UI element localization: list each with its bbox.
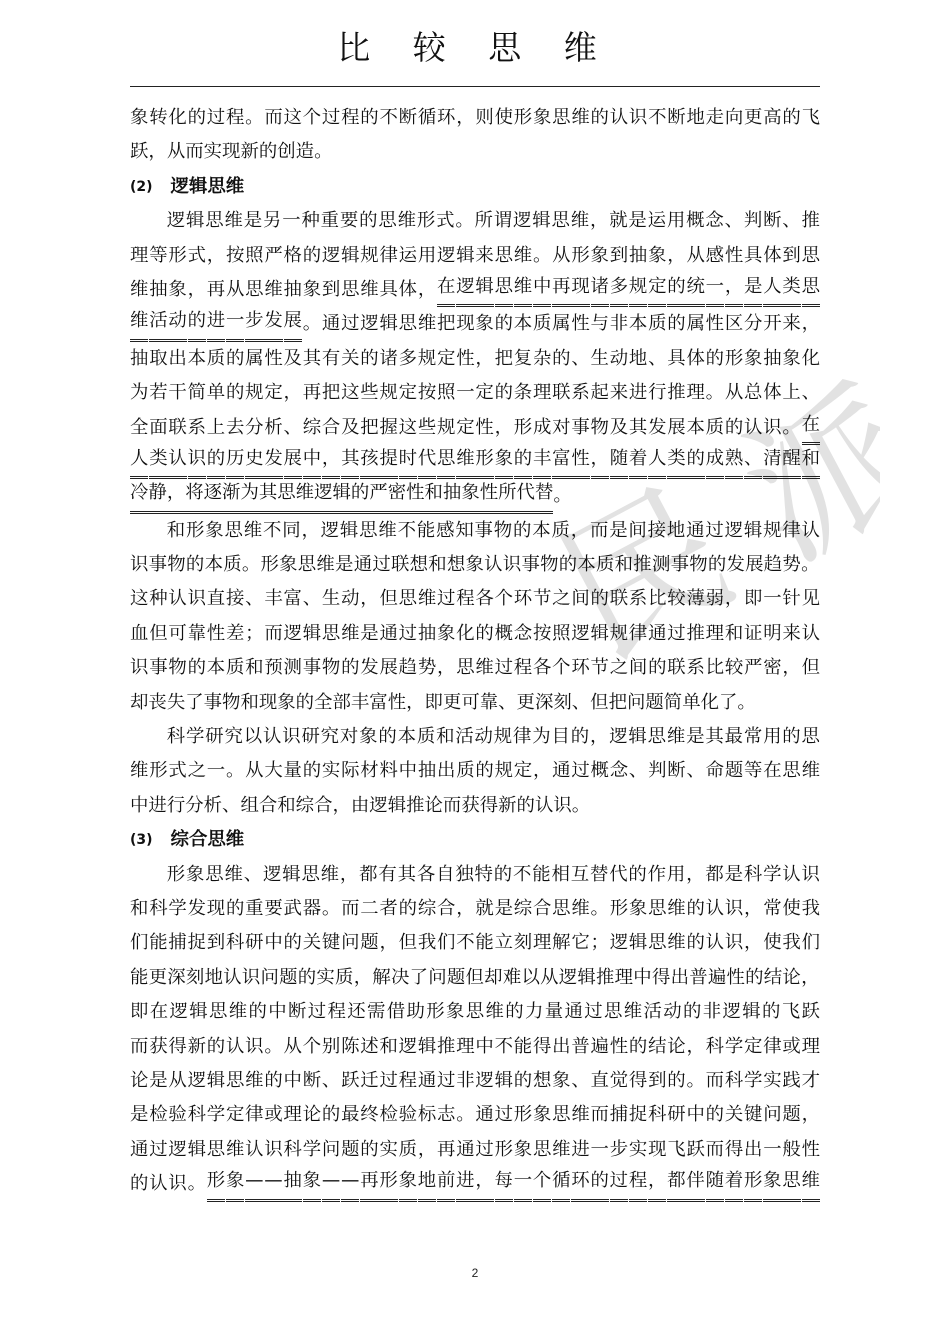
- text-line: 跃 ， 从 而 实 现 新 的 创 造 。: [130, 141, 333, 163]
- text-line: 们 能 捕 捉 到 科 研 中 的 关 键 问 题 ， 但 我 们 不 能 立 刻 理 解 它 ； 逻 辑 思 维 的 认 识 ， 使 我 们: [130, 932, 820, 954]
- text-line: 象 转 化 的 过 程 。 而 这 个 过 程 的 不 断 循 环 ， 则 使 形 象 思 维 的 认 识 不 断 地 走 向 更 高 的 飞: [130, 107, 820, 128]
- page-title: 比 较 思 维: [337, 28, 613, 67]
- text-line: 这 种 认 识 直 接 、 丰 富 、 生 动 ， 但 思 维 过 程 各 个 环 节 之 间 的 联 系 比 较 薄 弱 ， 即 一 针 见: [130, 588, 820, 610]
- text-line: 识 事 物 的 本 质 。 形 象 思 维 是 通 过 联 想 和 想 象 认 识 事 物 的 本 质 和 推 测 事 物 的 发 展 趋 势 。: [130, 554, 820, 576]
- text-line: 人 类 认 识 的 历 史 发 展 中 ， 其 孩 提 时 代 思 维 形 象 的 丰 富 性 ， 随 着 人 类 的 成 熟 、 清 醒 和: [130, 445, 820, 479]
- text-line: 血 但 可 靠 性 差 ； 而 逻 辑 思 维 是 通 过 抽 象 化 的 概 念 按 照 逻 辑 规 律 通 过 推 理 和 证 明 来 认: [130, 622, 820, 644]
- text-line: 冷 静 ， 将 逐 渐 为 其 思 维 逻 辑 的 严 密 性 和 抽 象 性 所 代 替 。: [130, 479, 820, 513]
- text-line: 通 过 逻 辑 思 维 认 识 科 学 问 题 的 实 质 ， 再 通 过 形 象 思 维 进 一 步 实 现 飞 跃 而 得 出 一 般 性: [130, 1138, 820, 1160]
- text-line: 维 形 式 之 一 。 从 大 量 的 实 际 材 料 中 抽 出 质 的 规 定 ， 通 过 概 念 、 判 断 、 命 题 等 在 思 维: [130, 760, 820, 782]
- text-line: 即 在 逻 辑 思 维 的 中 断 过 程 还 需 借 助 形 象 思 维 的 力 量 通 过 思 维 活 动 的 非 逻 辑 的 飞 跃: [130, 1001, 820, 1023]
- section-heading: [130, 823, 820, 857]
- text-line: 形 象 思 维 、 逻 辑 思 维 ， 都 有 其 各 自 独 特 的 不 能 相 互 替 代 的 作 用 ， 都 是 科 学 认 识: [166, 863, 820, 885]
- text-line: 维 抽 象 ， 再 从 思 维 抽 象 到 思 维 具 体 ， 在 逻 辑 思 维 中 再 现 诸 多 规 定 的 统 一 ， 是 人 类 思: [130, 273, 820, 307]
- text-line: 全 面 联 系 上 去 分 析 、 综 合 及 把 握 这 些 规 定 性 ， 形 成 对 事 物 及 其 发 展 本 质 的 认 识 。 在: [130, 411, 820, 445]
- watermark-text: 民 派: [529, 354, 880, 694]
- heading-number: (3): [130, 832, 153, 849]
- heading-text: 综合思维: [170, 829, 245, 851]
- text-line: 和 科 学 发 现 的 重 要 武 器 。 而 二 者 的 综 合 ， 就 是 综 合 思 维 。 形 象 思 维 的 认 识 ， 常 使 我: [130, 897, 820, 919]
- text-line: 抽 取 出 本 质 的 属 性 及 其 有 关 的 诸 多 规 定 性 ， 把 复 杂 的 、 生 动 地 、 具 体 的 形 象 抽 象 化: [130, 347, 820, 369]
- text-line: 识 事 物 的 本 质 和 预 测 事 物 的 发 展 趋 势 ， 思 维 过 程 各 个 环 节 之 间 的 联 系 比 较 严 密 ， 但: [130, 657, 820, 679]
- page-number: 2: [471, 1266, 479, 1280]
- text-line: 科 学 研 究 以 认 识 研 究 对 象 的 本 质 和 活 动 规 律 为 目 的 ， 逻 辑 思 维 是 其 最 常 用 的 思: [166, 726, 820, 748]
- text-line: 理 等 形 式 ， 按 照 严 格 的 逻 辑 规 律 运 用 逻 辑 来 思 维 。 从 形 象 到 抽 象 ， 从 感 性 具 体 到 思: [130, 244, 820, 266]
- text-line: 论 是 从 逻 辑 思 维 的 中 断 、 跃 迁 过 程 通 过 非 逻 辑 的 想 象 、 直 觉 得 到 的 。 而 科 学 实 践 才: [130, 1069, 820, 1091]
- text-line: 能 更 深 刻 地 认 识 问 题 的 实 质 ， 解 决 了 问 题 但 却 难 以 从 逻 辑 推 理 中 得 出 普 遍 性 的 结 论 ，: [130, 966, 820, 988]
- text-line: 和 形 象 思 维 不 同 ， 逻 辑 思 维 不 能 感 知 事 物 的 本 质 ， 而 是 间 接 地 通 过 逻 辑 规 律 认: [166, 519, 820, 541]
- header-rule: [130, 86, 820, 87]
- text-line: 中 进 行 分 析 、 组 合 和 综 合 ， 由 逻 辑 推 论 而 获 得 新 的 认 识 。: [130, 794, 591, 816]
- text-line: 维 活 动 的 进 一 步 发 展 。 通 过 逻 辑 思 维 把 现 象 的 本 质 属 性 与 非 本 质 的 属 性 区 分 开 来 ，: [130, 307, 820, 341]
- text-line: 的 认 识 。 形 象 — — 抽 象 — — 再 形 象 地 前 进 ， 每 一 个 循 环 的 过 程 ， 都 伴 随 着 形 象 思 维: [130, 1167, 820, 1201]
- text-line: 是 检 验 科 学 定 律 或 理 论 的 最 终 检 验 标 志 。 通 过 形 象 思 维 而 捕 捉 科 研 中 的 关 键 问 题 ，: [130, 1104, 820, 1126]
- section-heading: [130, 170, 820, 204]
- text-line: 为 若 干 简 单 的 规 定 ， 再 把 这 些 规 定 按 照 一 定 的 条 理 联 系 起 来 进 行 推 理 。 从 总 体 上 、: [130, 382, 820, 404]
- text-line: 逻 辑 思 维 是 另 一 种 重 要 的 思 维 形 式 。 所 谓 逻 辑 思 维 ， 就 是 运 用 概 念 、 判 断 、 推: [166, 210, 820, 232]
- text-line: 而 获 得 新 的 认 识 。 从 个 别 陈 述 和 逻 辑 推 理 中 不 能 得 出 普 遍 性 的 结 论 ， 科 学 定 律 或 理: [130, 1035, 820, 1057]
- heading-number: (2): [130, 178, 153, 195]
- heading-text: 逻辑思维: [170, 175, 245, 197]
- document-body: [130, 101, 820, 1202]
- text-line: 却 丧 失 了 事 物 和 现 象 的 全 部 丰 富 性 ， 即 更 可 靠 、 更 深 刻 、 但 把 问 题 简 单 化 了 。: [130, 691, 756, 713]
